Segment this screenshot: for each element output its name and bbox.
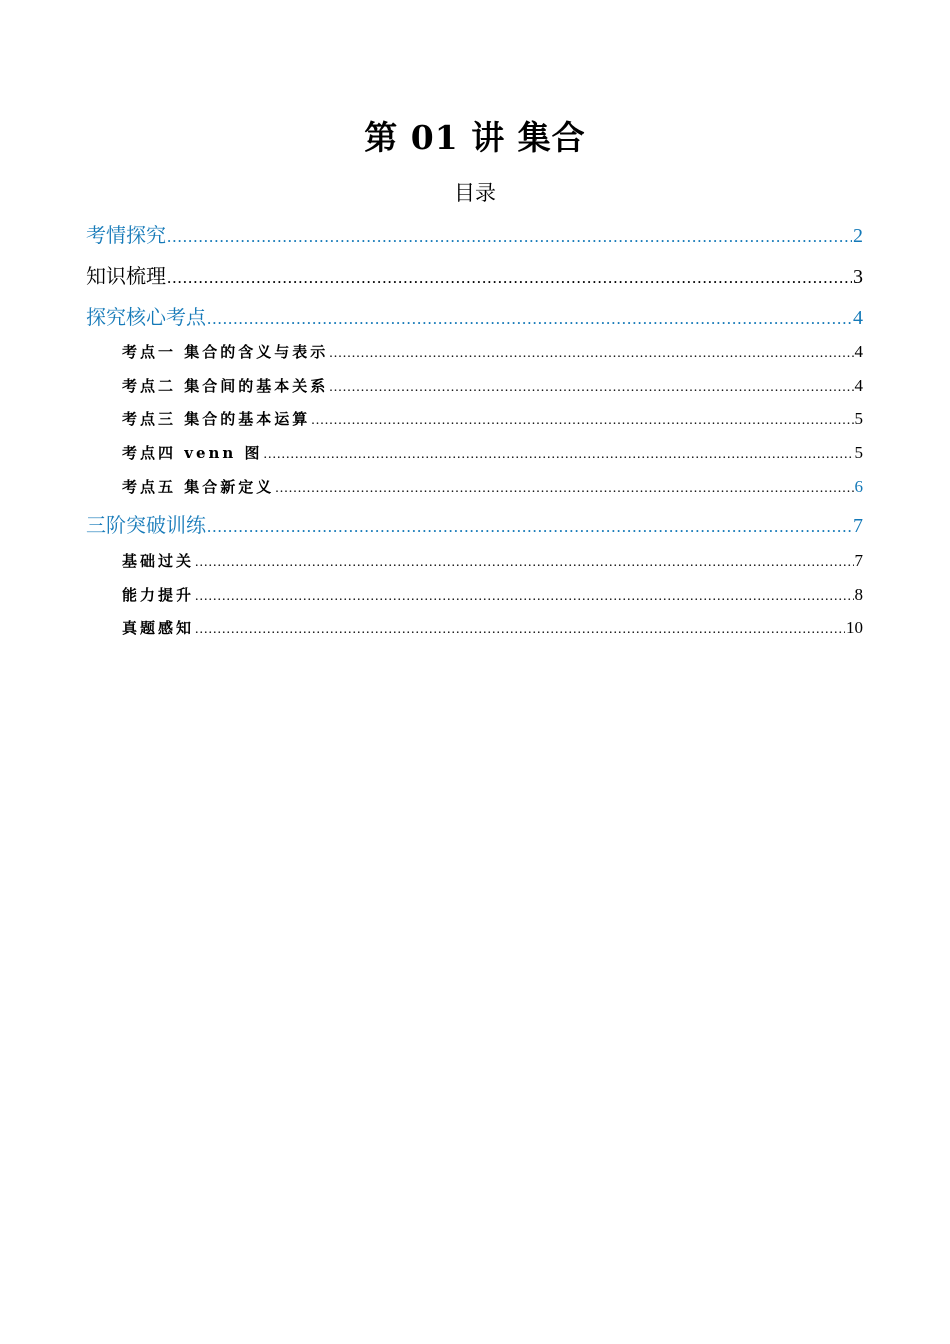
toc-dot-leader: [195, 555, 853, 571]
toc-page-number: 5: [854, 443, 863, 462]
toc-dot-leader: [329, 380, 853, 396]
toc-dot-leader: [207, 517, 852, 537]
toc-entry-jichu[interactable]: [122, 550, 863, 571]
toc-entry-kaoqing[interactable]: [86, 219, 863, 248]
toc-entry-label: 考情探究: [86, 223, 166, 247]
toc-dot-leader: [329, 346, 853, 362]
toc-entry-label: 基础过关: [122, 552, 195, 570]
toc-page-number: 7: [853, 515, 863, 537]
toc-entry-kaodian-5[interactable]: [122, 476, 863, 497]
toc-entry-label: 三阶突破训练: [86, 513, 206, 537]
toc-page-number: 8: [854, 585, 863, 604]
toc-entry-label: 考点二 集合间的基本关系: [122, 377, 329, 395]
toc-page-number: 4: [854, 342, 863, 361]
toc-entry-label: 真题感知: [122, 619, 195, 637]
toc-entry-nengli[interactable]: [122, 584, 863, 605]
toc-page-number: 4: [853, 307, 863, 329]
toc-dot-leader: [195, 589, 853, 605]
toc-dot-leader: [167, 268, 852, 288]
toc-page-number: 2: [853, 225, 863, 247]
toc-entry-label: 考点五 集合新定义: [122, 478, 275, 496]
toc-dot-leader: [195, 622, 845, 638]
toc-entry-zhenti[interactable]: [122, 617, 863, 638]
toc-entry-label: 知识梳理: [86, 264, 166, 288]
toc-page-number: 5: [854, 409, 863, 428]
toc-page-number: 3: [853, 266, 863, 288]
toc-entry-sanjie[interactable]: [86, 509, 863, 538]
toc-entry-kaodian-1[interactable]: [122, 341, 863, 362]
toc-entry-kaodian-3[interactable]: [122, 408, 863, 429]
toc-page-number: 4: [854, 376, 863, 395]
page-title: 第 01 讲 集合: [364, 118, 586, 157]
toc-entry-kaodian-4[interactable]: [122, 442, 863, 463]
toc-entry-kaodian-2[interactable]: [122, 375, 863, 396]
toc-dot-leader: [264, 447, 854, 463]
toc-page-number: 7: [854, 551, 863, 570]
toc-entry-tanjiu[interactable]: [86, 301, 863, 330]
toc-heading: 目录: [454, 181, 496, 205]
toc-entry-zhishi[interactable]: [86, 260, 863, 289]
toc-dot-leader: [275, 481, 853, 497]
toc-dot-leader: [311, 413, 853, 429]
toc-entry-label: 探究核心考点: [86, 305, 206, 329]
toc-dot-leader: [167, 227, 852, 247]
toc-dot-leader: [207, 309, 852, 329]
toc-page-number: 10: [846, 618, 863, 637]
toc-entry-label: 能力提升: [122, 586, 195, 604]
toc-entry-label: 考点三 集合的基本运算: [122, 410, 311, 428]
toc-entry-label: 考点一 集合的含义与表示: [122, 343, 329, 361]
toc-page-number: 6: [854, 477, 863, 496]
toc-entry-label: 考点四 venn 图: [122, 444, 263, 462]
